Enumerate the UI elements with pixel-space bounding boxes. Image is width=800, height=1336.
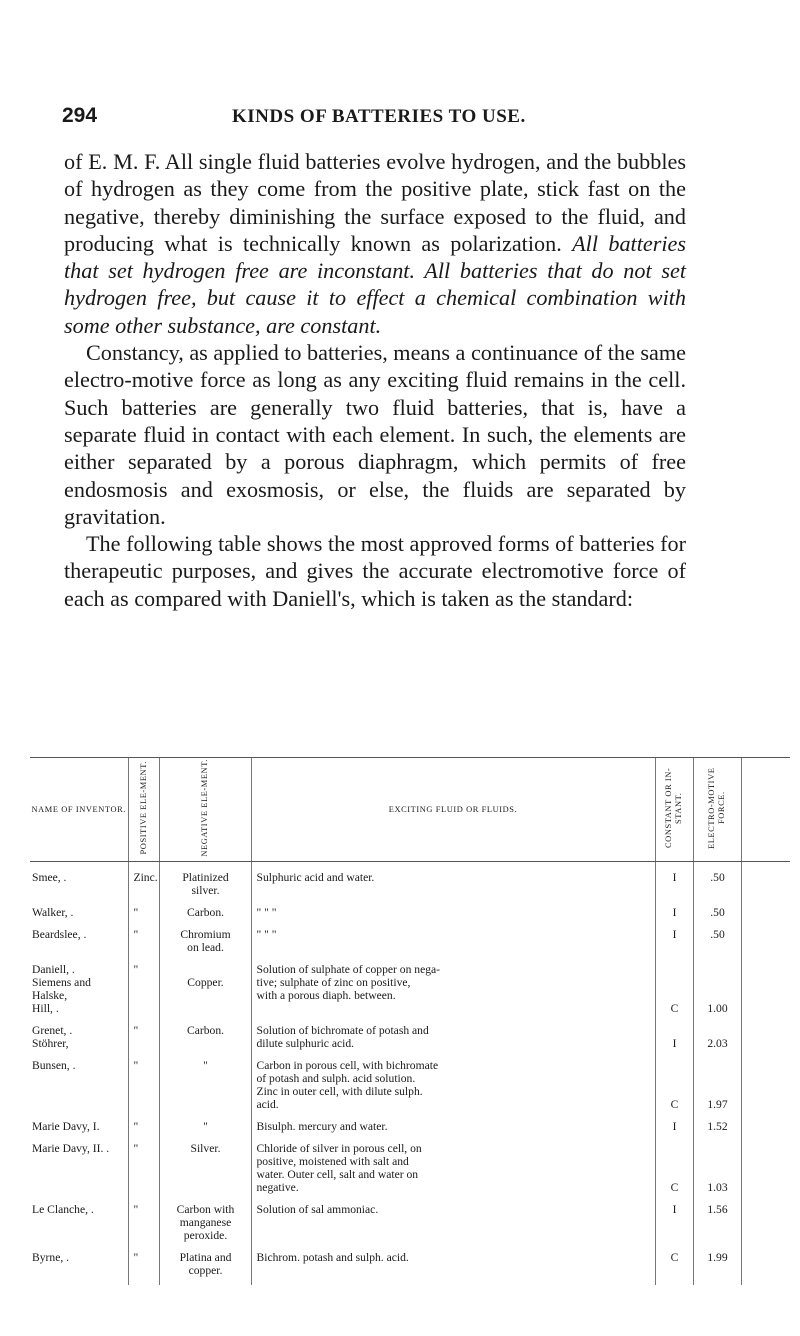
paragraph-polarization: [64, 148, 686, 339]
exciting-fluid-cell-line: " " ": [256, 928, 277, 941]
negative-element-cell-line: manganese: [179, 1216, 232, 1229]
constant-cell-line: I: [672, 1120, 677, 1133]
constant-cell-line: [661, 1155, 689, 1168]
header-fluid: EXCITING FLUID OR FLUIDS.: [251, 758, 655, 862]
negative-element-cell-line: ": [203, 1120, 208, 1133]
positive-element-cell: ": [128, 1058, 159, 1111]
negative-element-cell-line: silver.: [191, 884, 220, 897]
positive-element-cell: ": [128, 1202, 159, 1242]
negative-element-cell-line: Platinized: [182, 871, 229, 884]
negative-element-cell-line: Carbon.: [186, 1024, 225, 1037]
negative-element-cell-line: peroxide.: [183, 1229, 228, 1242]
constant-cell-line: [661, 1072, 689, 1085]
blank-cell: [741, 962, 790, 1015]
inventor-name-cell-line: Bunsen, .: [32, 1059, 76, 1072]
inventor-name-cell: [30, 1023, 128, 1050]
exciting-fluid-cell: [251, 1023, 655, 1050]
paragraph-polarization-italic: All batteries that set hydrogen free are inconstant. All batteries that do not set hydrogen free, but cause it to effect a chemical combination with some other substance, are constant.: [64, 230, 686, 338]
exciting-fluid-cell: [251, 1250, 655, 1277]
inventor-name-cell-line: Walker, .: [32, 906, 74, 919]
constant-cell-line: [661, 963, 689, 976]
table-row: [30, 870, 790, 897]
table-spacer-row: [30, 1015, 790, 1023]
inventor-name-cell-line: Byrne, .: [32, 1251, 70, 1264]
battery-table-wrapper: [30, 757, 790, 1285]
header-emf: ELECTRO-MOTIVE FORCE.: [693, 758, 741, 862]
exciting-fluid-cell: [251, 1202, 655, 1242]
blank-cell: [741, 1141, 790, 1194]
emf-cell-line: 1.03: [707, 1181, 728, 1194]
exciting-fluid-cell-line: with a porous diaph. between.: [256, 989, 396, 1002]
inventor-name-cell: [30, 1250, 128, 1277]
exciting-fluid-cell-line: Solution of sulphate of copper on nega-: [256, 963, 441, 976]
constant-cell-line: I: [672, 1037, 677, 1050]
emf-cell-line: [699, 1168, 737, 1181]
negative-element-cell-line: Platina and: [179, 1251, 232, 1264]
paragraph-polarization-plain: of E. M. F. All single fluid batteries evolve hydrogen, and the bubbles of hydrogen as they come from the positive plate, stick fast on the negative, thereby diminishing the surface exposed to the fluid, and producing what is technically known as polarization.: [64, 149, 686, 256]
constant-cell-line: [661, 1059, 689, 1072]
constant-cell-line: C: [670, 1251, 679, 1264]
battery-table: [30, 757, 790, 1285]
emf-cell: [693, 870, 741, 897]
constant-cell-line: C: [670, 1098, 679, 1111]
exciting-fluid-cell-line: negative.: [256, 1181, 299, 1194]
table-spacer-row: [30, 1277, 790, 1285]
constant-cell-line: [661, 1024, 689, 1037]
inventor-name-cell: [30, 1119, 128, 1133]
emf-cell-line: [699, 989, 737, 1002]
emf-cell-line: 1.99: [707, 1251, 728, 1264]
emf-cell-line: 1.52: [707, 1120, 728, 1133]
emf-cell: [693, 962, 741, 1015]
negative-element-cell-line: [165, 963, 247, 976]
table-row: [30, 927, 790, 954]
exciting-fluid-cell-line: of potash and sulph. acid solution.: [256, 1072, 416, 1085]
exciting-fluid-cell: [251, 927, 655, 954]
negative-element-cell-line: Silver.: [190, 1142, 221, 1155]
constant-cell: [655, 962, 693, 1015]
constant-cell-line: I: [672, 906, 677, 919]
emf-cell-line: [699, 1155, 737, 1168]
emf-cell-line: 1.00: [707, 1002, 728, 1015]
table-row: [30, 1141, 790, 1194]
emf-cell: [693, 927, 741, 954]
positive-element-cell: ": [128, 905, 159, 919]
table-spacer-row: [30, 1242, 790, 1250]
header-constant: CONSTANT OR IN-STANT.: [655, 758, 693, 862]
constant-cell-line: [661, 1142, 689, 1155]
constant-cell: [655, 1058, 693, 1111]
exciting-fluid-cell-line: Sulphuric acid and water.: [256, 871, 375, 884]
emf-cell-line: .50: [710, 906, 725, 919]
exciting-fluid-cell: [251, 905, 655, 919]
emf-cell-line: 1.97: [707, 1098, 728, 1111]
constant-cell: [655, 870, 693, 897]
inventor-name-cell-line: Smee, .: [32, 871, 67, 884]
negative-element-cell-line: Chromium: [180, 928, 231, 941]
constant-cell-line: C: [670, 1181, 679, 1194]
blank-cell: [741, 870, 790, 897]
exciting-fluid-cell-line: Bichrom. potash and sulph. acid.: [256, 1251, 409, 1264]
negative-element-cell-line: ": [203, 1059, 208, 1072]
paragraph-constancy: Constancy, as applied to batteries, means a continuance of the same electro-motive force as long as any exciting fluid remains in the cell. Such batteries are generally two fluid batteries, that is, have a separate fluid in contact with each element. In such, the elements are either separated by a porous diaphragm, which permits of free endosmosis and exosmosis, or else, the fluids are separated by gravitation.: [64, 340, 686, 529]
negative-element-cell: [159, 962, 251, 1015]
running-head: [62, 104, 682, 132]
negative-element-cell: [159, 870, 251, 897]
inventor-name-cell: [30, 1202, 128, 1242]
emf-cell: [693, 905, 741, 919]
table-row: [30, 905, 790, 919]
header-blank: [741, 758, 790, 862]
constant-cell: [655, 905, 693, 919]
table-spacer-row: [30, 862, 790, 871]
constant-cell: [655, 1023, 693, 1050]
inventor-name-cell-line: Halske,: [32, 989, 68, 1002]
inventor-name-cell-line: Beardslee, .: [32, 928, 87, 941]
table-body: [30, 862, 790, 1286]
negative-element-cell: [159, 1141, 251, 1194]
inventor-name-cell: [30, 962, 128, 1015]
negative-element-cell: [159, 1058, 251, 1111]
table-row: [30, 1119, 790, 1133]
table-row: [30, 1058, 790, 1111]
emf-cell: [693, 1023, 741, 1050]
constant-cell-line: I: [672, 871, 677, 884]
header-positive: POSITIVE ELE-MENT.: [128, 758, 159, 862]
table-spacer-row: [30, 897, 790, 905]
blank-cell: [741, 1119, 790, 1133]
table-spacer-row: [30, 954, 790, 962]
exciting-fluid-cell-line: water. Outer cell, salt and water on: [256, 1168, 419, 1181]
table-spacer-row: [30, 1050, 790, 1058]
table-row: [30, 962, 790, 1015]
inventor-name-cell-line: Siemens and: [32, 976, 91, 989]
positive-element-cell: ": [128, 1119, 159, 1133]
exciting-fluid-cell-line: Chloride of silver in porous cell, on: [256, 1142, 422, 1155]
constant-cell-line: I: [672, 928, 677, 941]
emf-cell-line: [699, 1059, 737, 1072]
blank-cell: [741, 1058, 790, 1111]
constant-cell-line: I: [672, 1203, 677, 1216]
emf-cell-line: 2.03: [707, 1037, 728, 1050]
emf-cell-line: [699, 963, 737, 976]
constant-cell: [655, 927, 693, 954]
inventor-name-cell-line: Stöhrer,: [32, 1037, 69, 1050]
negative-element-cell: [159, 1119, 251, 1133]
exciting-fluid-cell: [251, 1141, 655, 1194]
constant-cell-line: [661, 1085, 689, 1098]
table-row: [30, 1202, 790, 1242]
inventor-name-cell-line: Hill, .: [32, 1002, 59, 1015]
positive-element-cell: ": [128, 1141, 159, 1194]
negative-element-cell: [159, 1250, 251, 1277]
exciting-fluid-cell-line: Bisulph. mercury and water.: [256, 1120, 388, 1133]
exciting-fluid-cell-line: positive, moistened with salt and: [256, 1155, 409, 1168]
body-text: [64, 148, 686, 612]
emf-cell-line: .50: [710, 871, 725, 884]
positive-element-cell: ": [128, 927, 159, 954]
exciting-fluid-cell-line: tive; sulphate of zinc on positive,: [256, 976, 411, 989]
constant-cell: [655, 1250, 693, 1277]
emf-cell-line: [699, 1072, 737, 1085]
table-row: [30, 1023, 790, 1050]
negative-element-cell-line: Carbon with: [176, 1203, 235, 1216]
exciting-fluid-cell: [251, 1058, 655, 1111]
constant-cell: [655, 1141, 693, 1194]
page-number: 294: [62, 104, 98, 127]
positive-element-cell: ": [128, 962, 159, 1015]
table-spacer-row: [30, 919, 790, 927]
positive-element-cell: Zinc.: [128, 870, 159, 897]
blank-cell: [741, 927, 790, 954]
exciting-fluid-cell-line: Zinc in outer cell, with dilute sulph.: [256, 1085, 423, 1098]
table-spacer-row: [30, 1111, 790, 1119]
header-negative: NEGATIVE ELE-MENT.: [159, 758, 251, 862]
running-title: KINDS OF BATTERIES TO USE.: [232, 106, 526, 127]
exciting-fluid-cell-line: acid.: [256, 1098, 279, 1111]
constant-cell-line: C: [670, 1002, 679, 1015]
inventor-name-cell: [30, 927, 128, 954]
negative-element-cell: [159, 1023, 251, 1050]
negative-element-cell: [159, 927, 251, 954]
inventor-name-cell-line: Marie Davy, II. .: [32, 1142, 110, 1155]
exciting-fluid-cell-line: Carbon in porous cell, with bichromate: [256, 1059, 439, 1072]
table-row: [30, 1250, 790, 1277]
constant-cell-line: [661, 1168, 689, 1181]
emf-cell-line: [699, 1024, 737, 1037]
exciting-fluid-cell-line: Solution of bichromate of potash and: [256, 1024, 429, 1037]
negative-element-cell-line: Carbon.: [186, 906, 225, 919]
emf-cell-line: [699, 1142, 737, 1155]
emf-cell-line: .50: [710, 928, 725, 941]
table-spacer-row: [30, 1133, 790, 1141]
inventor-name-cell: [30, 870, 128, 897]
blank-cell: [741, 1250, 790, 1277]
inventor-name-cell-line: Grenet, .: [32, 1024, 73, 1037]
inventor-name-cell: [30, 1141, 128, 1194]
constant-cell-line: [661, 976, 689, 989]
blank-cell: [741, 1202, 790, 1242]
blank-cell: [741, 905, 790, 919]
header-name: NAME OF INVENTOR.: [30, 758, 128, 862]
constant-cell: [655, 1119, 693, 1133]
emf-cell-line: [699, 976, 737, 989]
table-header-row: [30, 758, 790, 862]
negative-element-cell: [159, 1202, 251, 1242]
table-spacer-row: [30, 1194, 790, 1202]
inventor-name-cell-line: Le Clanche, .: [32, 1203, 94, 1216]
exciting-fluid-cell: [251, 1119, 655, 1133]
emf-cell: [693, 1141, 741, 1194]
inventor-name-cell-line: Daniell, .: [32, 963, 75, 976]
positive-element-cell: ": [128, 1250, 159, 1277]
emf-cell: [693, 1058, 741, 1111]
exciting-fluid-cell-line: Solution of sal ammoniac.: [256, 1203, 379, 1216]
constant-cell-line: [661, 989, 689, 1002]
exciting-fluid-cell: [251, 870, 655, 897]
emf-cell: [693, 1250, 741, 1277]
constant-cell: [655, 1202, 693, 1242]
inventor-name-cell: [30, 1058, 128, 1111]
exciting-fluid-cell-line: " " ": [256, 906, 277, 919]
inventor-name-cell: [30, 905, 128, 919]
exciting-fluid-cell: [251, 962, 655, 1015]
emf-cell-line: [699, 1085, 737, 1098]
blank-cell: [741, 1023, 790, 1050]
emf-cell-line: 1.56: [707, 1203, 728, 1216]
paragraph-table-intro: The following table shows the most approved forms of batteries for therapeutic purposes, and gives the accurate electromotive force of each as compared with Daniell's, which is taken as the standard:: [64, 531, 686, 611]
exciting-fluid-cell-line: dilute sulphuric acid.: [256, 1037, 355, 1050]
negative-element-cell: [159, 905, 251, 919]
negative-element-cell-line: copper.: [188, 1264, 223, 1277]
positive-element-cell: ": [128, 1023, 159, 1050]
emf-cell: [693, 1119, 741, 1133]
negative-element-cell-line: on lead.: [187, 941, 224, 954]
emf-cell: [693, 1202, 741, 1242]
negative-element-cell-line: Copper.: [187, 976, 224, 989]
inventor-name-cell-line: Marie Davy, I.: [32, 1120, 100, 1133]
